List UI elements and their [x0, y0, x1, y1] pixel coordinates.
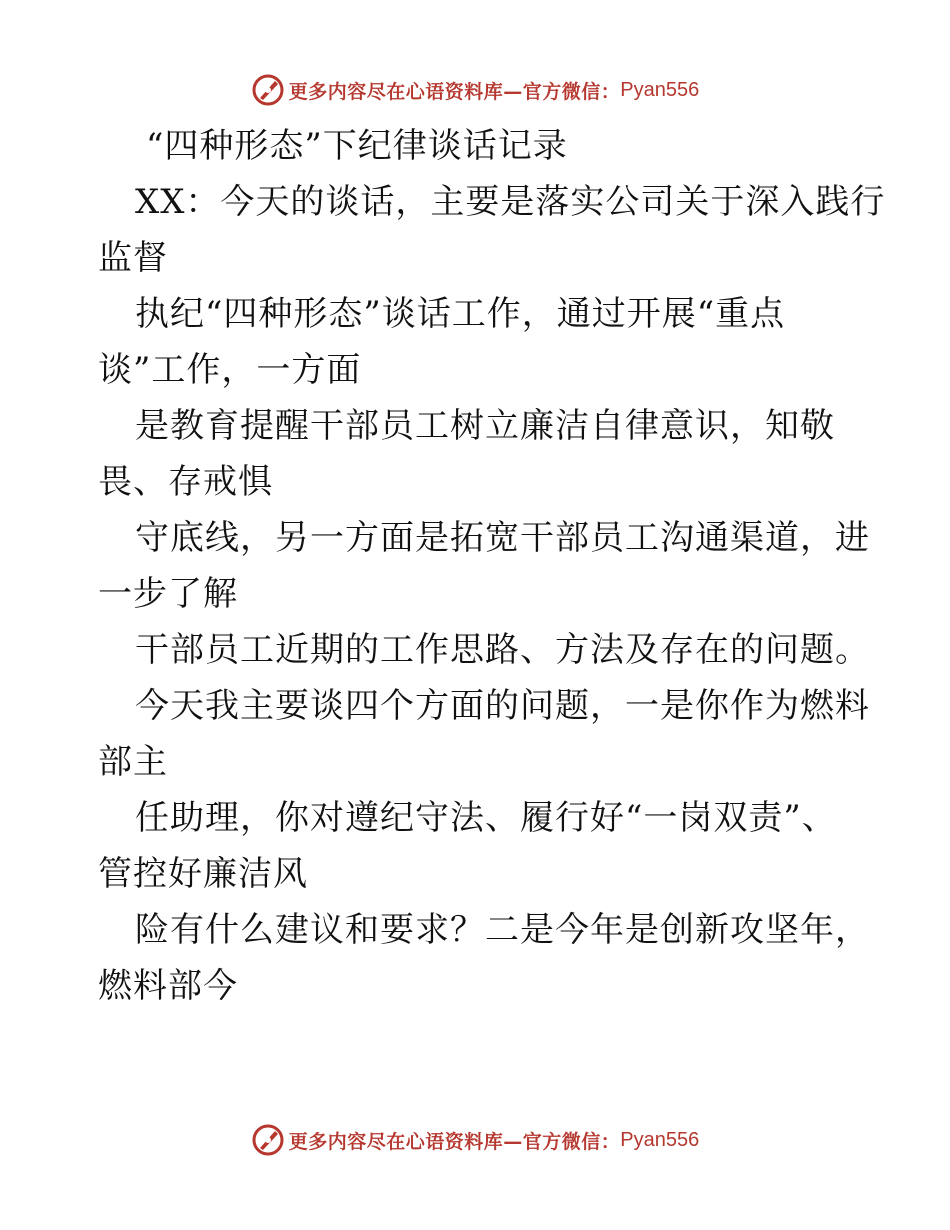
text-line: 部主: [98, 742, 168, 782]
text-line: 守底线，另一方面是拓宽干部员工沟通渠道，进: [135, 518, 870, 558]
text-line: 谈”工作，一方面: [98, 350, 362, 390]
text-line: XX：今天的谈话，主要是落实公司关于深入践行: [135, 182, 886, 222]
text-line: 畏、存戒惧: [98, 462, 273, 502]
quill-seal-icon: [251, 1123, 285, 1157]
paragraph-7: [98, 790, 868, 902]
paragraph-3: [98, 398, 868, 510]
text-line: 干部员工近期的工作思路、方法及存在的问题。: [135, 630, 870, 670]
text-line: 任助理，你对遵纪守法、履行好“一岗双责”、: [135, 798, 837, 838]
text-line: 是教育提醒干部员工树立廉洁自律意识，知敬: [135, 406, 835, 446]
paragraph-2: [98, 286, 868, 398]
paragraph-4: [98, 510, 868, 622]
watermark-banner-bottom: [0, 1120, 950, 1160]
text-line: 险有什么建议和要求？二是今年是创新攻坚年，: [135, 910, 870, 950]
text-line: 管控好廉洁风: [98, 854, 308, 894]
watermark-handle: Pyan556: [620, 78, 700, 101]
paragraph-8: [98, 902, 868, 1014]
paragraph-6: [98, 678, 868, 790]
watermark-text: 更多内容尽在心语资料库—官方微信：: [288, 1130, 621, 1153]
text-line: 一步了解: [98, 574, 238, 614]
text-line: 燃料部今: [98, 966, 238, 1006]
watermark-banner-top: [0, 70, 950, 110]
quill-seal-icon: [251, 73, 285, 107]
document-title: “四种形态”下纪律谈话记录: [146, 126, 568, 166]
paragraph-1: [98, 174, 886, 286]
document-body: [98, 118, 886, 1014]
watermark-handle: Pyan556: [620, 1128, 700, 1151]
text-line: 执纪“四种形态”谈话工作，通过开展“重点: [135, 294, 786, 334]
watermark-text: 更多内容尽在心语资料库—官方微信：: [288, 80, 621, 103]
text-line: 今天我主要谈四个方面的问题，一是你作为燃料: [135, 686, 870, 726]
text-line: 监督: [98, 238, 168, 278]
paragraph-5: [98, 622, 868, 678]
